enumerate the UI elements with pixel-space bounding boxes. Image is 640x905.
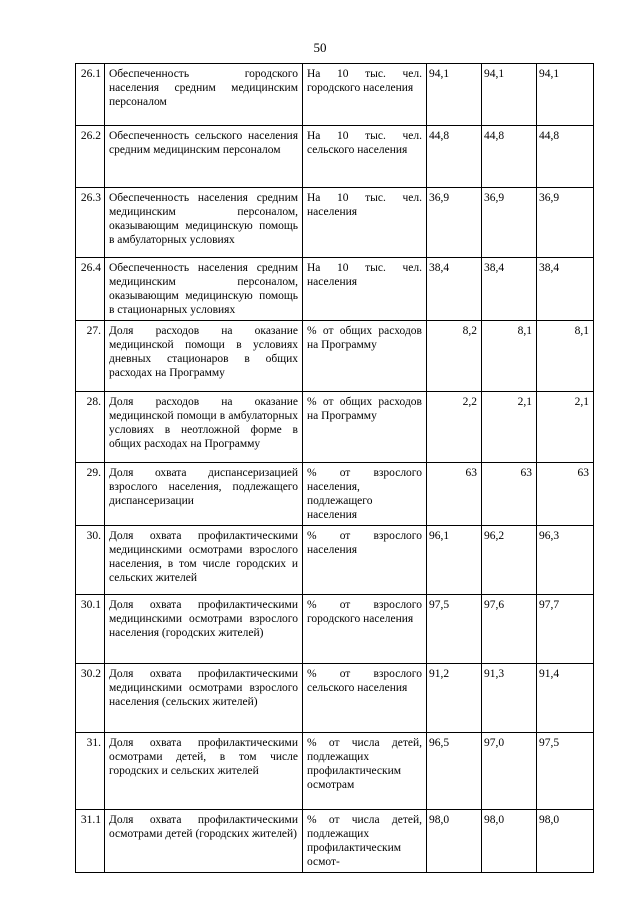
indicator-name: Обеспеченность городского населения средним медицинским персоналом [105, 64, 303, 126]
value-year-3: 63 [537, 463, 594, 526]
row-number: 28. [76, 392, 105, 463]
value-year-3: 94,1 [537, 64, 594, 126]
value-year-1: 8,2 [427, 321, 482, 392]
row-number: 31.1 [76, 810, 105, 873]
value-year-2: 94,1 [482, 64, 537, 126]
value-year-2: 36,9 [482, 188, 537, 258]
table-row [76, 810, 594, 873]
value-year-3: 96,3 [537, 526, 594, 595]
value-year-1: 96,1 [427, 526, 482, 595]
value-year-2: 38,4 [482, 258, 537, 321]
unit-of-measure: % от числа детей, подлежащих профилактическим осмотрам [303, 733, 427, 810]
value-year-2: 44,8 [482, 126, 537, 188]
value-year-2: 97,6 [482, 595, 537, 664]
indicator-name: Доля охвата профилактическими осмотрами детей (городских жителей) [105, 810, 303, 873]
row-number: 27. [76, 321, 105, 392]
value-year-1: 97,5 [427, 595, 482, 664]
value-year-1: 36,9 [427, 188, 482, 258]
unit-of-measure: % от общих расходов на Программу [303, 392, 427, 463]
unit-of-measure: На 10 тыс. чел. городского населения [303, 64, 427, 126]
table-row [76, 595, 594, 664]
value-year-3: 2,1 [537, 392, 594, 463]
indicator-name: Доля расходов на оказание медицинской помощи в условиях дневных стационаров в общих расходах на Программу [105, 321, 303, 392]
table-row [76, 188, 594, 258]
value-year-3: 98,0 [537, 810, 594, 873]
value-year-1: 2,2 [427, 392, 482, 463]
value-year-1: 98,0 [427, 810, 482, 873]
value-year-1: 94,1 [427, 64, 482, 126]
value-year-3: 97,5 [537, 733, 594, 810]
value-year-1: 44,8 [427, 126, 482, 188]
unit-of-measure: % от взрослого городского населения [303, 595, 427, 664]
unit-of-measure: На 10 тыс. чел. сельского населения [303, 126, 427, 188]
indicators-table [75, 63, 594, 873]
indicator-name: Обеспеченность населения средним медицинским персоналом, оказывающим медицинскую помощь в стационарных условиях [105, 258, 303, 321]
value-year-1: 91,2 [427, 664, 482, 733]
value-year-3: 97,7 [537, 595, 594, 664]
indicator-name: Обеспеченность сельского населения средним медицинским персоналом [105, 126, 303, 188]
page-number: 50 [313, 40, 327, 55]
indicator-name: Доля охвата профилактическими медицинскими осмотрами взрослого населения (сельских жителей) [105, 664, 303, 733]
table-row [76, 733, 594, 810]
value-year-2: 2,1 [482, 392, 537, 463]
indicator-name: Обеспеченность населения средним медицинским персоналом, оказывающим медицинскую помощь в амбулаторных условиях [105, 188, 303, 258]
row-number: 31. [76, 733, 105, 810]
value-year-2: 8,1 [482, 321, 537, 392]
table-row [76, 392, 594, 463]
unit-of-measure: На 10 тыс. чел. населения [303, 188, 427, 258]
table-row [76, 526, 594, 595]
row-number: 26.3 [76, 188, 105, 258]
unit-of-measure: На 10 тыс. чел. населения [303, 258, 427, 321]
value-year-2: 98,0 [482, 810, 537, 873]
value-year-3: 91,4 [537, 664, 594, 733]
unit-of-measure: % от взрослого сельского населения [303, 664, 427, 733]
value-year-2: 96,2 [482, 526, 537, 595]
indicator-name: Доля охвата профилактическими медицинскими осмотрами взрослого населения, в том числе городских и сельских жителей [105, 526, 303, 595]
value-year-1: 96,5 [427, 733, 482, 810]
table-row [76, 463, 594, 526]
row-number: 30. [76, 526, 105, 595]
indicator-name: Доля охвата профилактическими осмотрами детей, в том числе городских и сельских жителей [105, 733, 303, 810]
value-year-2: 97,0 [482, 733, 537, 810]
unit-of-measure: % от взрослого населения, подлежащего населения [303, 463, 427, 526]
unit-of-measure: % от числа детей, подлежащих профилактическим осмот- [303, 810, 427, 873]
row-number: 26.1 [76, 64, 105, 126]
indicator-name: Доля расходов на оказание медицинской помощи в амбулаторных условиях в неотложной форме в общих расходах на Программу [105, 392, 303, 463]
table-row [76, 64, 594, 126]
row-number: 26.4 [76, 258, 105, 321]
value-year-3: 44,8 [537, 126, 594, 188]
indicator-name: Доля охвата профилактическими медицинскими осмотрами взрослого населения (городских жителей) [105, 595, 303, 664]
unit-of-measure: % от общих расходов на Программу [303, 321, 427, 392]
value-year-3: 38,4 [537, 258, 594, 321]
row-number: 30.2 [76, 664, 105, 733]
table-row [76, 321, 594, 392]
value-year-2: 63 [482, 463, 537, 526]
table-row [76, 258, 594, 321]
row-number: 29. [76, 463, 105, 526]
value-year-1: 63 [427, 463, 482, 526]
table-row [76, 664, 594, 733]
indicator-name: Доля охвата диспансеризацией взрослого населения, подлежащего диспансеризации [105, 463, 303, 526]
value-year-1: 38,4 [427, 258, 482, 321]
unit-of-measure: % от взрослого населения [303, 526, 427, 595]
table-row [76, 126, 594, 188]
row-number: 26.2 [76, 126, 105, 188]
value-year-3: 36,9 [537, 188, 594, 258]
row-number: 30.1 [76, 595, 105, 664]
value-year-3: 8,1 [537, 321, 594, 392]
value-year-2: 91,3 [482, 664, 537, 733]
